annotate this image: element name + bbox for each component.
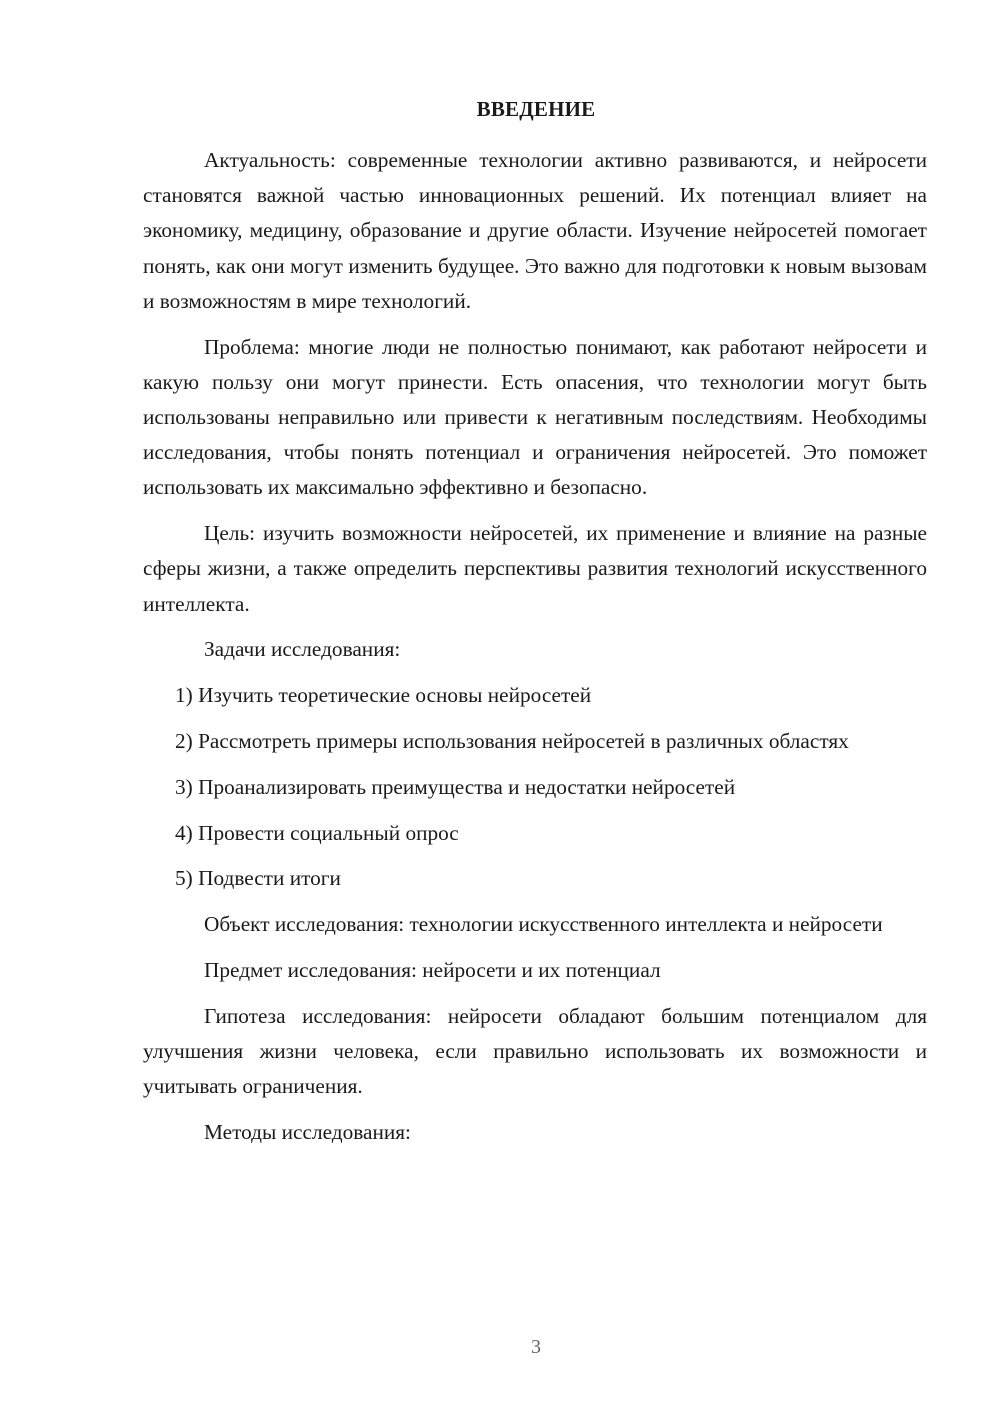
task-item-5: 5) Подвести итоги [175, 866, 341, 891]
paragraph-hypothesis: Гипотеза исследования: нейросети обладают большим потенциалом для улучшения жизни человека, если правильно использовать их возможности и учитывать ограничения. [143, 1003, 927, 1099]
task-item-4: 4) Провести социальный опрос [175, 820, 459, 845]
paragraph-relevance: Актуальность: современные технологии активно развиваются, и нейросети становятся важной частью инновационных решений. Их потенциал влияет на экономику, медицину, образование и другие области. Изучение нейросетей помогает понять, как они могут изменить будущее. Это важно для подготовки к новым вызовам и возможностям в мире технологий. [143, 148, 927, 313]
paragraph-goal: Цель: изучить возможности нейросетей, их применение и влияние на разные сферы жизни, а также определить перспективы развития технологий искусственного интеллекта. [143, 521, 927, 616]
paragraph-methods: Методы исследования: [204, 1120, 411, 1144]
section-heading: ВВЕДЕНИЕ [476, 97, 596, 121]
task-item-2: 2) Рассмотреть примеры использования нейросетей в различных областях [175, 729, 849, 754]
paragraph-subject: Предмет исследования: нейросети и их потенциал [204, 958, 661, 982]
paragraph-object: Объект исследования: технологии искусственного интеллекта и нейросети [204, 912, 883, 937]
document-body [143, 143, 927, 1150]
task-item-1: 1) Изучить теоретические основы нейросетей [175, 683, 592, 708]
task-item-3: 3) Проанализировать преимущества и недостатки нейросетей [175, 774, 736, 799]
tasks-title: Задачи исследования: [204, 637, 401, 662]
paragraph-problem: Проблема: многие люди не полностью понимают, как работают нейросети и какую пользу они могут принести. Есть опасения, что технологии могут быть использованы неправильно или привести к негативным последствиям. Необходимы исследования, чтобы понять потенциал и ограничения нейросетей. Это поможет использовать их максимально эффективно и безопасно. [143, 334, 927, 500]
page-number: 3 [531, 1336, 541, 1358]
